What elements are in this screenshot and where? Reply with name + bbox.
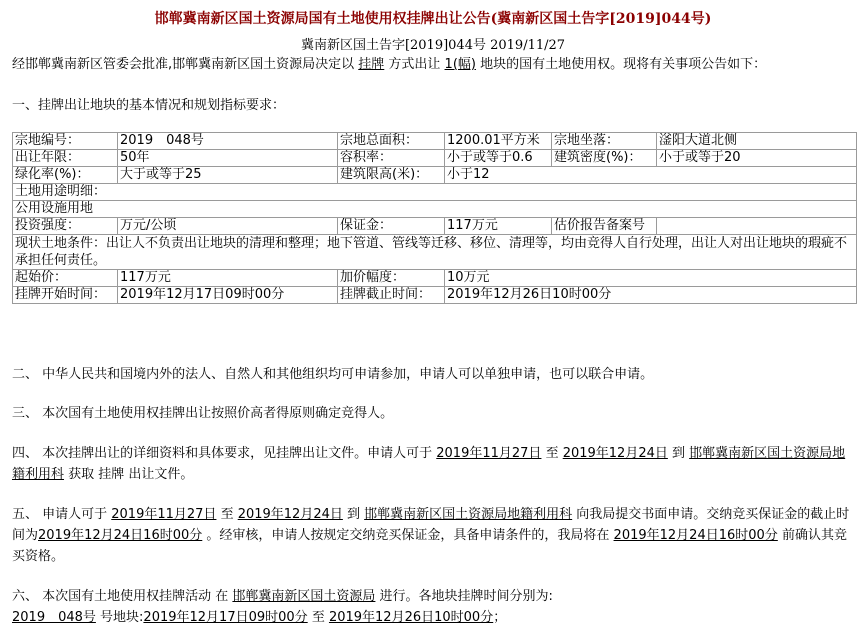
table-cell: 117万元	[445, 218, 552, 235]
date-link: 2019年12月24日	[562, 446, 668, 461]
section-3: 三、 本次国有土地使用权挂牌出让按照价高者得原则确定竞得人。	[12, 406, 394, 421]
table-cell: 宗地编号：	[13, 133, 118, 150]
date-link: 2019年12月26日10时00分	[328, 610, 494, 625]
table-cell: 保证金：	[338, 218, 445, 235]
table-cell: 小于或等于20	[657, 150, 857, 167]
table-cell: 挂牌开始时间：	[13, 287, 118, 304]
section-4: 四、 本次挂牌出让的详细资料和具体要求，见挂牌出让文件。申请人可于 2019年11月27日 至 2019年12月24日 到 邯郸冀南新区国土资源局地籍利用科 获取 挂牌 出让文件。	[12, 446, 846, 482]
section-1-heading: 一、挂牌出让地块的基本情况和规划指标要求：	[12, 98, 286, 113]
table-row	[13, 270, 857, 287]
table-cell: 起始价：	[13, 270, 118, 287]
table-row	[13, 218, 857, 235]
office-name: 邯郸冀南新区国土资源局地籍利用科	[364, 507, 573, 522]
table-cell: 容积率：	[338, 150, 445, 167]
table-row	[13, 150, 857, 167]
parcel-count: 1(幅)	[444, 57, 476, 72]
office-name: 邯郸冀南新区国土资源局	[232, 589, 376, 604]
date-link: 2019年12月24日16时00分	[613, 528, 778, 543]
table-cell: 2019年12月26日10时00分	[445, 287, 857, 304]
table-row	[13, 201, 857, 218]
table-cell: 2019年12月17日09时00分	[118, 287, 338, 304]
table-cell: 大于或等于25	[118, 167, 338, 184]
table-row	[13, 133, 857, 150]
table-cell: 建筑密度(%)：	[552, 150, 657, 167]
table-cell: 滏阳大道北侧	[657, 133, 857, 150]
date-link: 2019年11月27日	[111, 507, 217, 522]
table-cell: 估价报告备案号	[552, 218, 657, 235]
table-cell: 现状土地条件：出让人不负责出让地块的清理和整理；地下管道、管线等迁移、移位、清理等，均由竞得人自行处理，出让人对出让地块的瑕疵不承担任何责任。	[13, 235, 857, 270]
table-row	[13, 287, 857, 304]
table-row	[13, 167, 857, 184]
date-link: 2019年12月24日16时00分	[38, 528, 203, 543]
table-cell: 建筑限高(米)：	[338, 167, 445, 184]
date-link: 2019年12月24日	[237, 507, 343, 522]
table-cell: 2019 048号	[118, 133, 338, 150]
table-cell: 挂牌截止时间：	[338, 287, 445, 304]
table-cell: 小于或等于0.6	[445, 150, 552, 167]
table-cell	[657, 218, 857, 235]
table-cell: 投资强度：	[13, 218, 118, 235]
section-5: 五、 申请人可于 2019年11月27日 至 2019年12月24日 到 邯郸冀南新区国土资源局地籍利用科 向我局提交书面申请。交纳竞买保证金的截止时间为2019年12月24日16时00分 。经审核，申请人按规定交纳竞买保证金，具备申请条件的，我局将在 2019年12月24日16时00分 前确认其竞买资格。	[12, 507, 850, 564]
date-link: 2019年11月27日	[436, 446, 542, 461]
table-cell: 10万元	[445, 270, 857, 287]
table-cell: 宗地总面积：	[338, 133, 445, 150]
office-name: 邯郸冀南新区国土资源局地籍利用科	[12, 446, 846, 482]
transfer-method: 挂牌	[358, 57, 385, 72]
date-link: 2019年12月17日09时00分	[143, 610, 308, 625]
table-cell: 117万元	[118, 270, 338, 287]
table-cell: 绿化率(%)：	[13, 167, 118, 184]
announcement-number-date: 冀南新区国土告字[2019]044号 2019/11/27	[300, 38, 566, 53]
table-cell: 土地用途明细：	[13, 184, 857, 201]
page-title: 邯郸冀南新区国土资源局国有土地使用权挂牌出让公告(冀南新区国土告字[2019]044号)	[154, 11, 712, 27]
table-cell: 50年	[118, 150, 338, 167]
table-row	[13, 184, 857, 201]
section-6: 六、 本次国有土地使用权挂牌活动 在 邯郸冀南新区国土资源局 进行。各地块挂牌时间分别为: 2019 048号 号地块:2019年12月17日09时00分 至 2019年12月26日10时00分；	[12, 589, 553, 625]
table-cell: 加价幅度：	[338, 270, 445, 287]
lot-number: 2019 048号	[12, 610, 96, 625]
table-cell: 公用设施用地	[13, 201, 857, 218]
section-2: 二、 中华人民共和国境内外的法人、自然人和其他组织均可申请参加，申请人可以单独申请，也可以联合申请。	[12, 367, 654, 382]
table-cell: 出让年限：	[13, 150, 118, 167]
table-cell: 小于12	[445, 167, 857, 184]
table-cell: 1200.01平方米	[445, 133, 552, 150]
intro-paragraph: 经邯郸冀南新区管委会批准,邯郸冀南新区国土资源局决定以 挂牌 方式出让 1(幅) 地块的国有土地使用权。现将有关事项公告如下：	[12, 57, 767, 72]
parcel-info-table	[12, 132, 857, 304]
table-row	[13, 235, 857, 270]
table-cell: 万元/公顷	[118, 218, 338, 235]
table-cell: 宗地坐落：	[552, 133, 657, 150]
